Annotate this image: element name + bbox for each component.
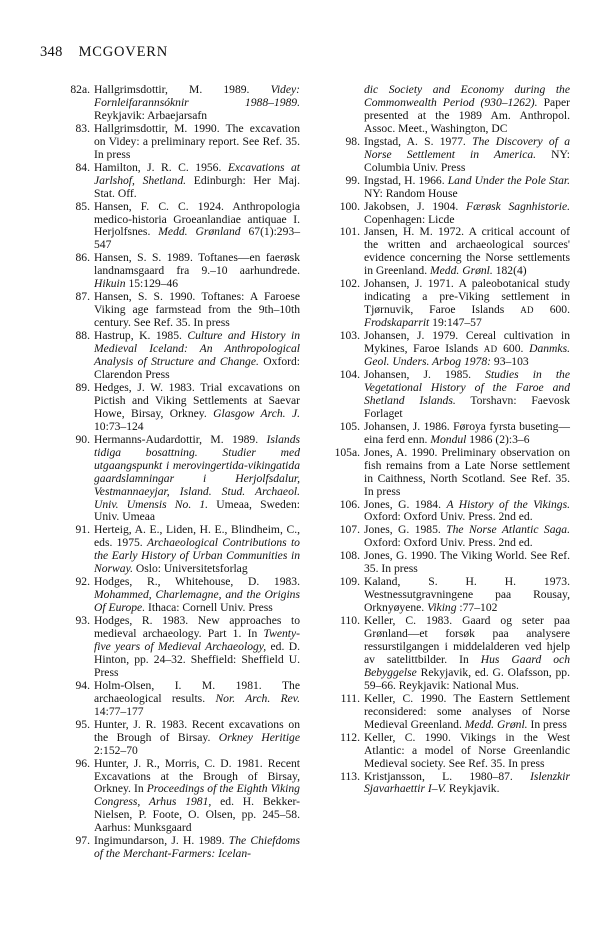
reference-text: Reykjavik.: [446, 782, 500, 796]
reference-number: 109.: [339, 575, 360, 589]
reference-entry: [70, 291, 300, 330]
reference-number: 103.: [339, 329, 360, 343]
reference-title-text: Excavations at Jarlshof, Shetland.: [94, 160, 300, 187]
reference-number: 94.: [75, 678, 90, 692]
reference-text: Ingstad, H. 1966.: [364, 173, 448, 187]
reference-entry: [70, 615, 300, 680]
reference-text: 2:152–70: [94, 743, 138, 757]
reference-text: Paper presented at the 1989 Am. Anthropol. Assoc. Meet., Washington, DC: [364, 95, 570, 135]
reference-text: Keller, C. 1990. Vikings in the West Atlantic: a model of Norse Greenlandic Medieval society. See Ref. 35. In press: [364, 730, 570, 770]
reference-text: Hodges, R. 1983. New approaches to medieval archaeology. Part 1. In: [94, 614, 300, 641]
reference-number: 99.: [345, 173, 360, 187]
reference-title-text: Mondul: [430, 432, 467, 446]
reference-text: 93–103: [491, 355, 529, 369]
reference-text: Jansen, H. M. 1972. A critical account of the written and archaeological sources' evidence concerning the Norse settlements in Greenland.: [364, 225, 570, 278]
reference-text: Ithaca: Cornell Univ. Press: [145, 601, 273, 615]
reference-title-text: The Discovery of a Norse Settlement in America.: [364, 134, 570, 161]
reference-text: Holm-Olsen, I. M. 1981. The archaeological results.: [94, 678, 300, 705]
reference-title-text: Færøsk Sagnhistorie.: [466, 199, 570, 213]
reference-text: Rekyjavik, ed. G. Olafsson, pp. 59–66. Reykjavik: National Mus.: [364, 665, 570, 692]
reference-title-text: Orkney Heritige: [218, 730, 300, 744]
reference-text: NY: Columbia Univ. Press: [364, 147, 570, 174]
reference-text: Jones, G. 1985.: [364, 523, 447, 537]
reference-text: Johansen, J. 1979. Cereal cultivation in Mykines, Faroe Islands: [364, 329, 570, 356]
reference-number: 113.: [340, 769, 360, 783]
reference-entry: [340, 524, 570, 550]
reference-text: Keller, C. 1990. The Eastern Settlement reconsidered: some analyses of Norse Medieval Greenland.: [364, 691, 570, 731]
reference-text: Ingimundarson, J. H. 1989.: [94, 834, 229, 848]
reference-entry: [340, 771, 570, 797]
reference-text: Hastrup, K. 1985.: [94, 329, 188, 343]
reference-entry: [340, 550, 570, 576]
reference-number: 111.: [340, 691, 360, 705]
reference-entry: [340, 226, 570, 278]
reference-text: Hunter, J. R. 1983. Recent excavations on the Brough of Birsay.: [94, 717, 300, 744]
reference-number: 96.: [75, 756, 90, 770]
reference-text: Hedges, J. W. 1983. Trial excavations on Pictish and Viking Settlements at Saevar Howe, Birsay, Orkney.: [94, 380, 300, 420]
reference-title-text: Viking: [427, 601, 457, 615]
reference-text: Edinburgh: Her Maj. Stat. Off.: [94, 173, 300, 200]
reference-number: 85.: [75, 199, 90, 213]
reference-entry: [340, 615, 570, 693]
reference-number: 82a.: [70, 83, 90, 96]
reference-entry: [340, 136, 570, 175]
reference-title-text: Islands tidiga bosattning. Studier med utgaangspunkt i merovingertida-vikingatida gaardslamningar i Herjolfsdalur, Vestmannaeyjar, Island. Stud. Archaeol. Univ. Umensis No. 1.: [94, 432, 300, 511]
reference-entry: [70, 680, 300, 719]
reference-title-text: Hus Gaard och Bebyggelse: [364, 652, 570, 679]
reference-text: Kristjansson, L. 1980–87.: [364, 769, 531, 783]
reference-title-text: Medd. Grønland: [158, 225, 241, 239]
reference-entry: [70, 835, 300, 861]
reference-number: 91.: [75, 523, 90, 537]
reference-text: 600.: [497, 342, 530, 356]
reference-number: 90.: [75, 432, 90, 446]
reference-entry: [70, 758, 300, 836]
reference-text: Jones, A. 1990. Preliminary observation on fish remains from a Late Norse settlement in Caithness, North Scotland. See Ref. 35. In press: [364, 445, 570, 498]
reference-number: 104.: [339, 367, 360, 381]
reference-entry: [70, 330, 300, 382]
reference-text: Ingstad, A. S. 1977.: [364, 134, 473, 148]
reference-text: Umeaa, Sweden: Univ. Umeaa: [94, 497, 301, 524]
reference-entry: [340, 330, 570, 369]
reference-number: 105a.: [334, 445, 360, 459]
reference-text: Torshavn: Faevosk Forlaget: [364, 393, 570, 420]
reference-entry: [334, 445, 570, 499]
reference-entry: [340, 201, 570, 227]
reference-title-text: Islenzkir Sjavarhaettir I–V.: [364, 769, 570, 796]
reference-title-text: Culture and History in Medieval Iceland: An Anthropological Analysis of Structure and Change.: [94, 329, 300, 369]
reference-text: Johansen, J. 1986. Føroya fyrsta buseting—eina ferd enn.: [364, 419, 570, 446]
reference-text: Hansen, F. C. C. 1924. Anthropologia medico-historia Groeanlandiae antiquae I. Herjolfsnes.: [94, 199, 300, 239]
references-left-column: [70, 84, 300, 861]
reference-number: 97.: [75, 834, 90, 848]
reference-text: 182(4): [492, 264, 527, 278]
reference-text: 14:77–177: [94, 704, 144, 718]
reference-text: :77–102: [456, 601, 498, 615]
reference-entry: [70, 162, 300, 201]
references-right-column: [334, 83, 570, 796]
reference-number: 88.: [75, 329, 90, 343]
reference-title-text: Twenty-five years of Medieval Archaeology,: [94, 627, 300, 653]
reference-text: In press: [527, 717, 567, 731]
reference-text: Jones, G. 1990. The Viking World. See Ref. 35. In press: [364, 549, 570, 576]
reference-number: 87.: [75, 290, 90, 304]
reference-title-text: Archaeological Contributions to the Early History of Urban Communities in Norway.: [94, 536, 300, 576]
reference-text: ed. D. Hinton, pp. 24–32. Sheffield: Sheffield U. Press: [94, 639, 300, 679]
reference-number: 86.: [75, 251, 90, 265]
reference-number: 84.: [75, 160, 90, 174]
reference-entry: [70, 524, 300, 576]
reference-text: Oxford: Oxford Univ. Press. 2nd ed.: [364, 510, 533, 524]
reference-title-text: Mohammed, Charlemagne, and the Origins Of Europe.: [94, 588, 300, 615]
reference-number: 112.: [340, 730, 360, 744]
reference-number: 105.: [339, 419, 360, 433]
running-head: MCGOVERN: [78, 44, 168, 60]
reference-title-text: The Norse Atlantic Saga.: [446, 523, 570, 537]
reference-title-text: Danmks. Geol. Unders. Arbog 1978:: [364, 342, 570, 369]
reference-title-text: Glasgow Arch. J.: [213, 406, 300, 420]
reference-text: Hansen, S. S. 1989. Toftanes—en faerøsk landnamsgaard fra 9.–10 aarhundrede.: [94, 251, 300, 278]
reference-entry: [70, 719, 300, 758]
reference-number: 106.: [339, 497, 360, 511]
reference-text: 1986 (2):3–6: [466, 432, 530, 446]
reference-text: 10:73–124: [94, 419, 144, 433]
reference-number: 89.: [75, 380, 90, 394]
reference-text: Hallgrimsdottir, M. 1990. The excavation on Videy: a preliminary report. See Ref. 35. In press: [94, 121, 300, 161]
reference-entry: [340, 576, 570, 615]
reference-text: Hodges, R., Whitehouse, D. 1983.: [94, 575, 300, 589]
reference-text: Hallgrimsdottir, M. 1989.: [94, 83, 271, 96]
reference-text: Herteig, A. E., Liden, H. E., Blindheim, C., eds. 1975.: [94, 523, 300, 550]
reference-number: 100.: [339, 199, 360, 213]
reference-entry: [340, 84, 570, 136]
reference-entry: [340, 499, 570, 525]
reference-title-text: Land Under the Pole Star.: [447, 173, 570, 187]
reference-entry: [340, 693, 570, 732]
reference-number: 83.: [75, 121, 90, 135]
reference-entry: [70, 123, 300, 162]
page-header: [40, 44, 168, 61]
reference-title-text: Nor. Arch. Rev.: [215, 691, 300, 705]
reference-text: Johansen, J. 1971. A paleobotanical study indicating a pre-Viking settlement in Tjørnuvik, Faroe Islands: [364, 277, 570, 317]
reference-title-text: Hikuin: [94, 277, 126, 291]
reference-text: 15:129–46: [125, 277, 179, 291]
reference-text: AD: [520, 305, 534, 316]
reference-number: 95.: [75, 717, 90, 731]
reference-text: Hermanns-Audardottir, M. 1989.: [94, 432, 267, 446]
reference-entry: [70, 576, 300, 615]
reference-entry: [340, 732, 570, 771]
reference-entry: [340, 421, 570, 447]
reference-text: Oxford: Oxford Univ. Press. 2nd ed.: [364, 536, 533, 550]
reference-entry: [70, 84, 300, 123]
reference-title-text: Frodskaparrit: [364, 316, 430, 330]
reference-text: Reykjavik: Arbaejarsafn: [94, 108, 207, 122]
reference-text: Copenhagen: Licde: [364, 212, 455, 226]
reference-text: 19:147–57: [429, 316, 482, 330]
reference-number: 110.: [340, 614, 360, 628]
reference-text: Jakobsen, J. 1904.: [364, 199, 466, 213]
page-number: 348: [40, 44, 63, 60]
reference-title-text: The Chiefdoms of the Merchant-Farmers: Icelan-: [94, 834, 300, 861]
reference-text: Hansen, S. S. 1990. Toftanes: A Faroese Viking age farmstead from the 9th–10th century. See Ref. 35. In press: [94, 290, 300, 330]
reference-text: Jones, G. 1984.: [364, 497, 447, 511]
reference-text: ed. H. Bekker-Nielsen, P. Foote, O. Olsen, pp. 245–58. Aarhus: Munksgaard: [94, 795, 300, 835]
reference-title-text: Medd. Grønl.: [430, 264, 493, 278]
reference-text: Oxford: Clarendon Press: [94, 355, 300, 381]
reference-number: 98.: [345, 134, 360, 148]
reference-number: 93.: [75, 614, 90, 628]
reference-entry: [340, 278, 570, 330]
reference-text: AD: [483, 344, 498, 355]
reference-text: 67(1):293–547: [94, 225, 300, 252]
reference-entry: [340, 369, 570, 421]
reference-text: Keller, C. 1983. Gaard og seter paa Grønland—et forsøk paa analysere ressurstilgangen i middelalderen ved hjelp av satelittbilder. In: [364, 614, 570, 666]
reference-text: Hunter, J. R., Morris, C. D. 1981. Recent Excavations at the Brough of Birsay, Orkney. In: [94, 756, 300, 796]
reference-number: 108.: [339, 549, 360, 563]
reference-entry: [70, 252, 300, 291]
reference-title-text: dic Society and Economy during the Commonwealth Period (930–1262).: [364, 83, 570, 109]
reference-number: 92.: [75, 575, 90, 589]
reference-text: 600.: [533, 303, 570, 317]
reference-entry: [70, 434, 300, 525]
reference-number: 101.: [339, 225, 360, 239]
reference-number: 102.: [339, 277, 360, 291]
reference-text: Kaland, S. H. H. 1973. Westnessutgravningene paa Rousay, Orknyøyene.: [364, 575, 570, 615]
reference-title-text: Medd. Grønl.: [464, 717, 528, 731]
reference-title-text: Studies in the Vegetational History of the Faroe and Shetland Islands.: [364, 367, 570, 407]
reference-entry: [70, 382, 300, 434]
reference-text: Oslo: Universitetsforlag: [132, 562, 248, 576]
reference-text: NY: Random House: [364, 186, 458, 200]
reference-number: 107.: [339, 523, 360, 537]
reference-title-text: A History of the Vikings.: [446, 497, 570, 511]
reference-text: Hamilton, J. R. C. 1956.: [94, 160, 228, 174]
reference-entry: [340, 175, 570, 201]
reference-title-text: Videy: Fornleifarannsóknir 1988–1989.: [94, 83, 300, 109]
reference-entry: [70, 201, 300, 253]
reference-text: Johansen, J. 1985.: [364, 367, 486, 381]
reference-title-text: Proceedings of the Eighth Viking Congress, Arhus 1981,: [94, 782, 300, 809]
